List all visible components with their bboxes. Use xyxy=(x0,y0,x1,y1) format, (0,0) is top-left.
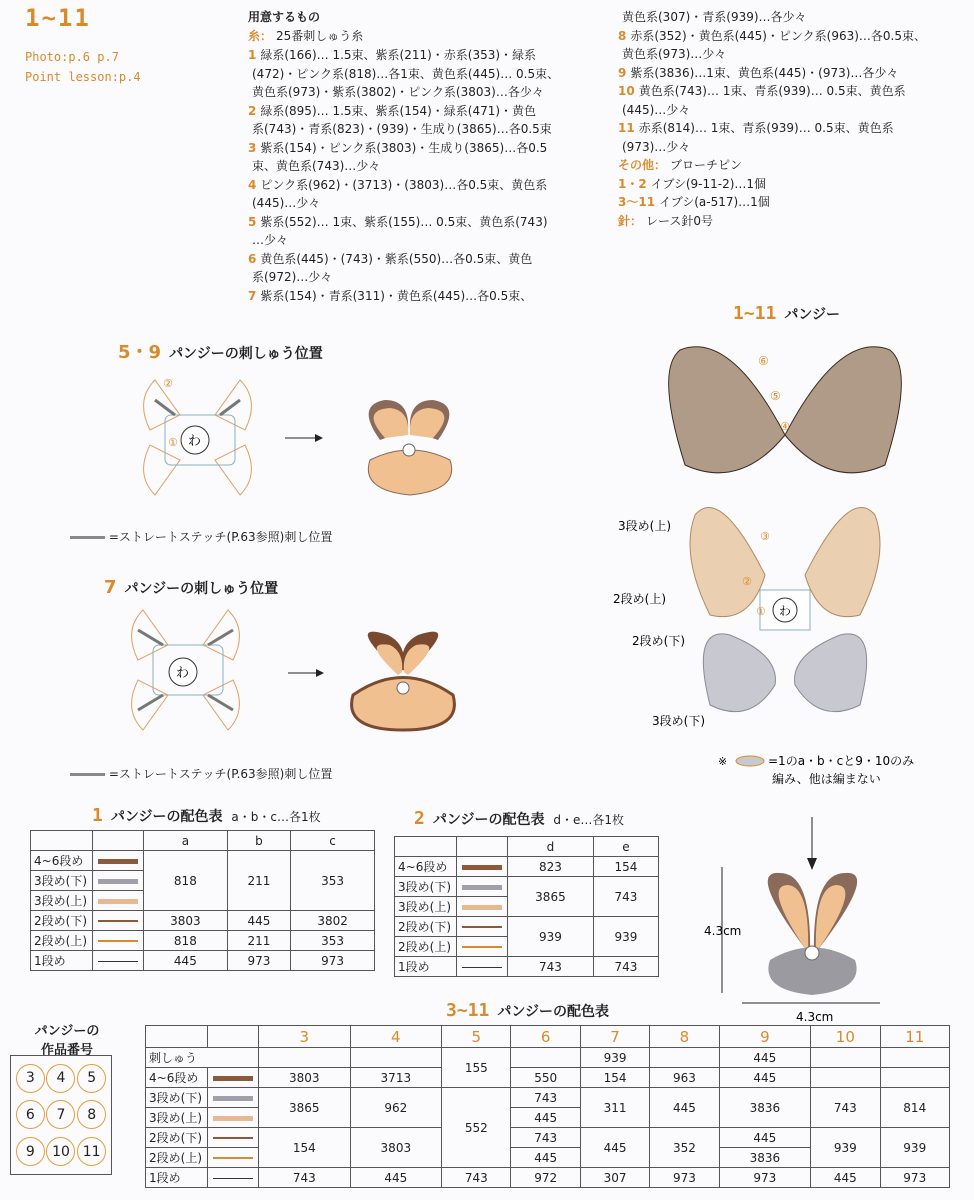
material-text: (445)…少々 xyxy=(622,102,691,117)
big-crochet-chart xyxy=(600,325,970,795)
legend-59 xyxy=(70,528,332,545)
table3-cell: 3865 xyxy=(259,1088,351,1128)
table3-cell: 311 xyxy=(580,1088,649,1128)
table2-row-label: 3段め(下) xyxy=(395,877,457,897)
table2-row-label: 1段め xyxy=(395,957,457,977)
table1-cell: 973 xyxy=(227,951,290,971)
table3-cell: 973 xyxy=(719,1168,811,1188)
table1-sub: a・b・c…各1枚 xyxy=(231,810,321,824)
diagram-59 xyxy=(110,360,480,530)
table3-cell: 3713 xyxy=(350,1068,442,1088)
big-chart-heading xyxy=(733,303,840,324)
table3-cell: 962 xyxy=(350,1088,442,1128)
table3-num: 3~11 xyxy=(446,1000,490,1021)
material-text: 束、黄色系(743)…少々 xyxy=(252,159,381,173)
finished-pansy xyxy=(700,815,960,1025)
diagram-7 xyxy=(98,600,468,760)
table2-title: パンジーの配色表 xyxy=(432,812,545,828)
material-number: 8 xyxy=(618,28,627,43)
material-line xyxy=(248,250,593,269)
table1-row-label: 2段め(上) xyxy=(31,931,93,951)
material-text: …少々 xyxy=(252,233,289,247)
table3-cell: 3803 xyxy=(350,1128,442,1168)
yarn-label: 糸： xyxy=(248,29,273,43)
table3-row-label: 2段め(下) xyxy=(146,1128,208,1148)
material-text: 紫系(552)… 1束、紫系(155)… 0.5束、黄色系(743) xyxy=(260,214,548,229)
material-line xyxy=(248,139,593,158)
table1-row-label: 3段め(上) xyxy=(31,891,93,911)
table3-cell: 973 xyxy=(880,1168,949,1188)
material-text: 系(743)・青系(823)・(939)・生成り(3865)…各0.5束 xyxy=(252,122,552,136)
material-line xyxy=(618,27,968,46)
table3-cell: 445 xyxy=(811,1168,880,1188)
sec59-num: 5・9 xyxy=(118,342,162,363)
material-number: 2 xyxy=(248,103,257,118)
table3-col: 9 xyxy=(719,1026,811,1048)
table2-cell: 3865 xyxy=(508,877,594,917)
table3-cell: 307 xyxy=(580,1168,649,1188)
table3-cell: 445 xyxy=(719,1128,811,1148)
material-number: 11 xyxy=(618,121,635,135)
table3-cell: 445 xyxy=(719,1048,811,1068)
table3-cell: 939 xyxy=(811,1128,880,1168)
table2-sub: d・e…各1枚 xyxy=(553,813,625,827)
material-text: 緑系(166)… 1.5束、紫系(211)・赤系(353)・緑系 xyxy=(260,48,537,62)
table2 xyxy=(394,836,659,977)
table2-cell: 743 xyxy=(593,957,658,977)
swatch xyxy=(98,961,138,962)
table3-cell: 3836 xyxy=(719,1088,811,1128)
table3-cell: 743 xyxy=(259,1168,351,1188)
swatch xyxy=(462,885,502,890)
material-line xyxy=(248,287,593,306)
width-label: 4.3cm xyxy=(796,1010,834,1024)
table2-num: 2 xyxy=(414,808,425,829)
height-label: 4.3cm xyxy=(704,924,742,938)
table3-cell: 445 xyxy=(719,1068,811,1088)
material-number: 3 xyxy=(248,140,257,155)
table3-cell: 972 xyxy=(511,1168,580,1188)
swatch xyxy=(98,879,138,884)
table3-title: パンジーの配色表 xyxy=(497,1004,610,1020)
table1-cell: 445 xyxy=(144,951,228,971)
works-title1: パンジーの xyxy=(34,1024,100,1039)
material-text: 緑系(895)… 1.5束、紫系(154)・緑系(471)・黄色 xyxy=(260,103,537,118)
table2-heading xyxy=(414,808,624,829)
swatch xyxy=(98,920,138,922)
swatch xyxy=(213,1076,253,1081)
table2-col: d xyxy=(508,837,594,857)
table3-cell: 743 xyxy=(442,1168,511,1188)
table3-row-label: 刺しゅう xyxy=(146,1048,259,1068)
table3-cell: 814 xyxy=(880,1088,949,1128)
material-line xyxy=(618,212,968,231)
material-line xyxy=(618,8,968,27)
table3-col: 7 xyxy=(580,1026,649,1048)
table1-col: c xyxy=(291,831,375,851)
table3-cell: 154 xyxy=(580,1068,649,1088)
swatch xyxy=(213,1096,253,1101)
material-text: 黄色系(445)・(743)・紫系(550)…各0.5束、黄色 xyxy=(260,251,533,266)
swatch xyxy=(98,859,138,864)
r3u-label: 3段め(上) xyxy=(618,519,671,533)
table3-col: 8 xyxy=(650,1026,719,1048)
material-text: (973)…少々 xyxy=(622,139,691,154)
table1-cell: 973 xyxy=(291,951,375,971)
material-text: (472)・ピンク系(818)…各1束、黄色系(445)… 0.5束、 xyxy=(252,66,560,81)
table3-cell: 743 xyxy=(811,1088,880,1128)
table3-cell: 3836 xyxy=(719,1148,811,1168)
table3-col: 11 xyxy=(880,1026,949,1048)
material-line xyxy=(618,119,968,138)
material-line xyxy=(248,65,593,84)
round1-big-label: ① xyxy=(756,605,766,618)
table3-cell: 550 xyxy=(511,1068,580,1088)
big-chart-num: 1~11 xyxy=(733,303,777,324)
table3-cell: 552 xyxy=(442,1088,511,1168)
sec7-heading xyxy=(104,577,278,598)
material-text: (445)…少々 xyxy=(252,196,321,210)
table1-row-label: 3段め(下) xyxy=(31,871,93,891)
table3-col: 5 xyxy=(442,1026,511,1048)
table2-cell: 743 xyxy=(593,877,658,917)
material-text: イブシ(9-11-2)…1個 xyxy=(650,176,767,191)
table3-cell: 155 xyxy=(442,1048,511,1088)
material-text: 系(972)…少々 xyxy=(252,270,333,284)
round6-label: ⑥ xyxy=(758,354,769,368)
material-line xyxy=(248,268,593,287)
material-text: 黄色系(743)… 1束、青系(939)… 0.5束、黄色系 xyxy=(638,84,906,98)
swatch xyxy=(98,940,138,942)
big-chart-title: パンジー xyxy=(784,307,841,323)
material-line xyxy=(618,82,968,101)
table3-row-label: 3段め(上) xyxy=(146,1108,208,1128)
swatch xyxy=(462,905,502,910)
materials-heading: 用意するもの xyxy=(248,10,321,24)
material-line xyxy=(248,102,593,121)
table3-row-label: 1段め xyxy=(146,1168,208,1188)
table3-heading xyxy=(446,1000,609,1021)
material-number: 針： xyxy=(618,213,643,228)
material-line xyxy=(248,83,593,102)
table3-cell: 939 xyxy=(880,1128,949,1168)
table1-title: パンジーの配色表 xyxy=(110,809,223,825)
round3-label: ③ xyxy=(760,530,770,543)
work-number-badge: 5 xyxy=(77,1064,106,1093)
material-line xyxy=(618,193,968,212)
swatch xyxy=(462,946,502,948)
material-text: 黄色系(973)…少々 xyxy=(622,47,727,61)
legend-swatch-7 xyxy=(70,773,105,776)
table3-col: 6 xyxy=(511,1026,580,1048)
table1-num: 1 xyxy=(92,805,103,826)
material-line xyxy=(618,45,968,64)
material-line xyxy=(248,46,593,65)
table3-cell: 445 xyxy=(650,1088,719,1128)
legend-7 xyxy=(70,765,332,782)
material-text: 黄色系(307)・青系(939)…各少々 xyxy=(622,10,807,24)
table3-cell: 743 xyxy=(511,1088,580,1108)
material-text: 紫系(154)・ピンク系(3803)・生成り(3865)…各0.5 xyxy=(260,140,548,155)
table1-cell: 353 xyxy=(291,931,375,951)
round5-label: ⑤ xyxy=(770,389,781,403)
material-text: ブローチピン xyxy=(670,158,743,172)
material-number: 9 xyxy=(618,65,627,80)
table1-cell: 445 xyxy=(227,911,290,931)
table1-cell: 211 xyxy=(227,931,290,951)
center-char-7: わ xyxy=(176,666,190,681)
table2-row-label: 3段め(上) xyxy=(395,897,457,917)
r2d-label: 2段め(下) xyxy=(632,634,685,648)
note-line1: =1のa・b・cと9・10のみ xyxy=(768,754,915,768)
sec7-title: パンジーの刺しゅう位置 xyxy=(124,581,279,597)
materials-col1 xyxy=(248,46,593,305)
table3-row-label: 3段め(下) xyxy=(146,1088,208,1108)
table3-cell: 445 xyxy=(350,1168,442,1188)
swatch xyxy=(98,899,138,904)
table2-row-label: 2段め(下) xyxy=(395,917,457,937)
material-line xyxy=(618,64,968,83)
photo-ref: Photo:p.6 p.7 xyxy=(25,50,119,64)
yarn-line xyxy=(248,27,363,46)
material-line xyxy=(248,231,593,250)
page-title: 1~11 xyxy=(25,4,91,32)
material-number: 5 xyxy=(248,214,257,229)
table1-row-label: 1段め xyxy=(31,951,93,971)
table3-row-label: 4~6段め xyxy=(146,1068,208,1088)
pansy-7 xyxy=(352,632,455,730)
material-number: その他： xyxy=(618,158,667,172)
work-number-badge: 10 xyxy=(46,1137,75,1166)
round2-label: ② xyxy=(163,377,173,390)
material-number: 4 xyxy=(248,177,257,192)
material-text: 紫系(154)・青系(311)・黄色系(445)…各0.5束、 xyxy=(260,288,533,303)
table3-col: 3 xyxy=(259,1026,351,1048)
table3-col: 10 xyxy=(811,1026,880,1048)
table1-cell: 3803 xyxy=(144,911,228,931)
round2-big-label: ② xyxy=(742,575,752,588)
table2-cell: 823 xyxy=(508,857,594,877)
table1-cell: 3802 xyxy=(291,911,375,931)
table2-row-label: 4~6段め xyxy=(395,857,457,877)
table2-cell: 939 xyxy=(508,917,594,957)
swatch xyxy=(213,1116,253,1121)
material-text: ピンク系(962)・(3713)・(3803)…各0.5束、黄色系 xyxy=(260,177,548,192)
work-number-badge: 3 xyxy=(16,1064,45,1093)
swatch xyxy=(213,1137,253,1139)
swatch xyxy=(213,1178,253,1179)
material-line xyxy=(618,175,968,194)
table3-col: 4 xyxy=(350,1026,442,1048)
table1-col: b xyxy=(227,831,290,851)
sec59-title: パンジーの刺しゅう位置 xyxy=(169,346,323,362)
swatch xyxy=(462,926,502,928)
material-number: 6 xyxy=(248,251,257,266)
table1 xyxy=(30,830,375,971)
work-number-badge: 9 xyxy=(16,1137,45,1166)
table3-cell: 445 xyxy=(580,1128,649,1168)
table3-cell: 939 xyxy=(580,1048,649,1068)
material-text: イブシ(a-517)…1個 xyxy=(659,195,770,209)
table1-row-label: 4~6段め xyxy=(31,851,93,871)
pansy-59 xyxy=(368,400,451,495)
materials-col2 xyxy=(618,8,968,230)
round1-label: ① xyxy=(168,436,178,449)
table1-cell: 211 xyxy=(227,851,290,911)
yarn-text: 25番刺しゅう糸 xyxy=(276,29,364,43)
material-text: 黄色系(973)・紫系(3802)・ピンク系(3803)…各少々 xyxy=(252,85,544,99)
table3 xyxy=(145,1025,950,1188)
swatch xyxy=(462,865,502,870)
table3-cell: 963 xyxy=(650,1068,719,1088)
material-line xyxy=(618,138,968,157)
material-line xyxy=(248,213,593,232)
lesson-ref: Point lesson:p.4 xyxy=(25,70,141,84)
table3-cell: 352 xyxy=(650,1128,719,1168)
work-number-badge: 11 xyxy=(77,1137,106,1166)
table1-heading xyxy=(92,805,321,826)
table1-cell: 818 xyxy=(144,931,228,951)
table2-cell: 743 xyxy=(508,957,594,977)
legend-swatch-59 xyxy=(70,536,105,539)
material-number: 3～11 xyxy=(618,195,656,209)
works-heading xyxy=(30,1020,104,1058)
center-char: わ xyxy=(188,434,202,449)
table2-cell: 939 xyxy=(593,917,658,957)
table1-cell: 353 xyxy=(291,851,375,911)
swatch xyxy=(213,1157,253,1159)
work-number-badge: 4 xyxy=(46,1064,75,1093)
table1-row-label: 2段め(下) xyxy=(31,911,93,931)
table3-cell: 743 xyxy=(511,1128,580,1148)
table2-cell: 154 xyxy=(593,857,658,877)
note-mark: ※ xyxy=(718,755,728,768)
table3-cell: 445 xyxy=(511,1148,580,1168)
table1-cell: 818 xyxy=(144,851,228,911)
material-text: 赤系(814)… 1束、青系(939)… 0.5束、黄色系 xyxy=(638,121,894,135)
work-number-badge: 7 xyxy=(46,1100,75,1129)
table3-cell: 973 xyxy=(650,1168,719,1188)
petal-top xyxy=(669,347,902,473)
work-number-badge: 6 xyxy=(16,1100,45,1129)
material-text: 赤系(352)・黄色系(445)・ピンク系(963)…各0.5束、 xyxy=(630,28,927,43)
material-line xyxy=(248,176,593,195)
note-line2: 編み、他は編まない xyxy=(772,772,881,786)
table1-col: a xyxy=(144,831,228,851)
swatch xyxy=(462,967,502,968)
sec7-num: 7 xyxy=(104,577,117,598)
r2u-label: 2段め(上) xyxy=(613,592,666,606)
material-number: 10 xyxy=(618,84,635,98)
table3-row-label: 2段め(上) xyxy=(146,1148,208,1168)
works-grid xyxy=(10,1055,112,1175)
r3d-label: 3段め(下) xyxy=(652,714,705,728)
table3-cell: 3803 xyxy=(259,1068,351,1088)
table3-cell: 445 xyxy=(511,1108,580,1128)
material-number: 1 xyxy=(248,48,257,62)
material-number: 7 xyxy=(248,288,257,303)
material-text: レース針0号 xyxy=(646,213,714,228)
material-line xyxy=(248,120,593,139)
table2-col: e xyxy=(593,837,658,857)
material-text: 紫系(3836)…1束、黄色系(445)・(973)…各少々 xyxy=(630,65,899,80)
material-number: 1・2 xyxy=(618,176,647,191)
petal-bottom xyxy=(703,634,866,712)
material-line xyxy=(618,156,968,175)
material-line xyxy=(248,194,593,213)
work-number-badge: 8 xyxy=(77,1100,106,1129)
works-title2: 作品番号 xyxy=(40,1043,93,1058)
note-swatch xyxy=(736,756,764,766)
material-line xyxy=(618,101,968,120)
table3-cell: 154 xyxy=(259,1128,351,1168)
legend-text-59: =ストレートステッチ(P.63参照)刺し位置 xyxy=(108,530,333,544)
table2-row-label: 2段め(上) xyxy=(395,937,457,957)
legend-text-7: =ストレートステッチ(P.63参照)刺し位置 xyxy=(108,767,333,781)
material-line xyxy=(248,157,593,176)
round4-label: ④ xyxy=(780,420,790,433)
big-center-char: わ xyxy=(779,604,792,618)
